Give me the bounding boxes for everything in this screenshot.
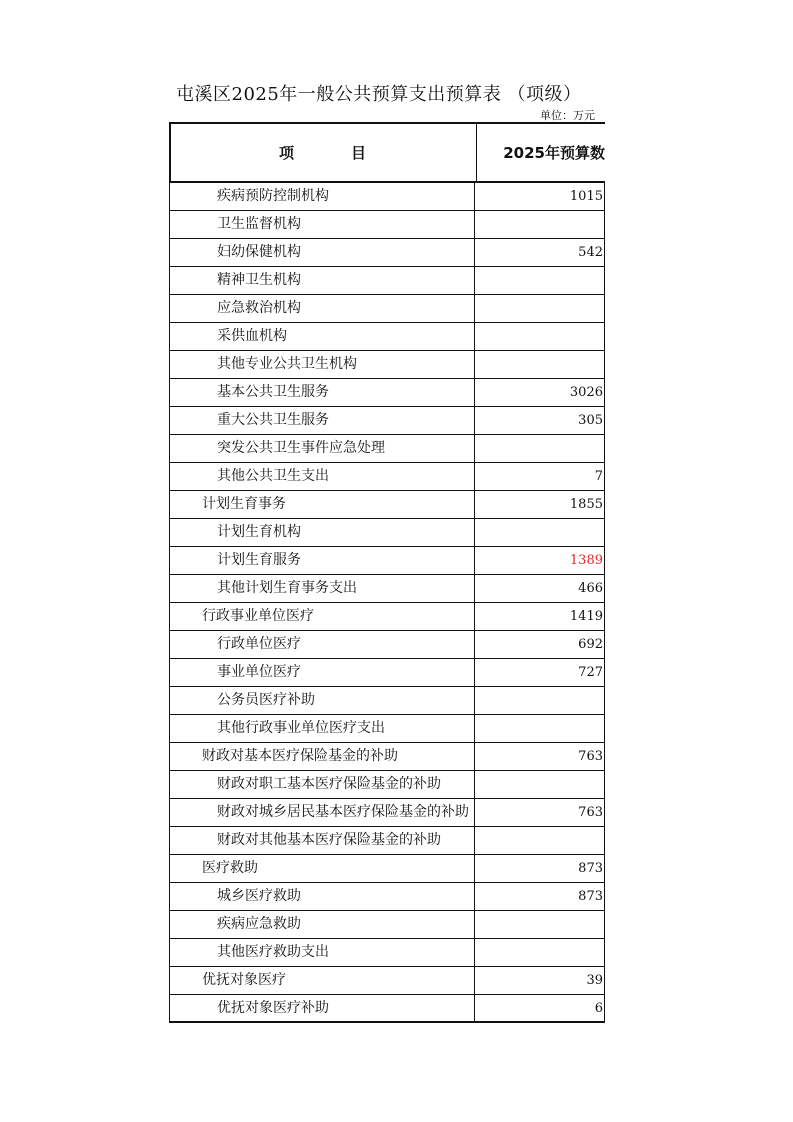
row-item-name: 财政对基本医疗保险基金的补助: [170, 743, 475, 770]
row-amount: 692: [475, 631, 605, 658]
row-item-name: 其他医疗救助支出: [170, 939, 475, 966]
table-row: [169, 491, 605, 519]
unit-label: 单位：万元: [540, 109, 595, 122]
row-amount: [475, 295, 605, 322]
row-item-name: 精神卫生机构: [170, 267, 475, 294]
table-row: [169, 743, 605, 771]
row-item-name: 城乡医疗救助: [170, 883, 475, 910]
row-amount: 1015: [475, 183, 605, 210]
table-row: [169, 687, 605, 715]
table-row: [169, 547, 605, 575]
table-row: [169, 267, 605, 295]
row-item-name: 财政对其他基本医疗保险基金的补助: [170, 827, 475, 854]
row-amount: 466: [475, 575, 605, 602]
row-amount: 873: [475, 855, 605, 882]
row-amount: [475, 267, 605, 294]
row-item-name: 卫生监督机构: [170, 211, 475, 238]
table-row: [169, 911, 605, 939]
row-item-name: 其他行政事业单位医疗支出: [170, 715, 475, 742]
table-row: [169, 575, 605, 603]
row-item-name: 应急救治机构: [170, 295, 475, 322]
row-amount: 873: [475, 883, 605, 910]
row-item-name: 公务员医疗补助: [170, 687, 475, 714]
row-item-name: 重大公共卫生服务: [170, 407, 475, 434]
row-item-name: 事业单位医疗: [170, 659, 475, 686]
page-title: 屯溪区2025年一般公共预算支出预算表 （项级）: [176, 84, 582, 105]
table-row: [169, 967, 605, 995]
row-item-name: 优抚对象医疗补助: [170, 995, 475, 1021]
row-amount: 39: [475, 967, 605, 994]
table-row: [169, 939, 605, 967]
row-item-name: 计划生育服务: [170, 547, 475, 574]
table-row: [169, 351, 605, 379]
row-item-name: 计划生育事务: [170, 491, 475, 518]
table-row: [169, 827, 605, 855]
row-item-name: 疾病应急救助: [170, 911, 475, 938]
row-amount: [475, 715, 605, 742]
table-row: [169, 603, 605, 631]
row-item-name: 疾病预防控制机构: [170, 183, 475, 210]
table-row: [169, 715, 605, 743]
table-row: [169, 463, 605, 491]
header-item-label-a: 项: [278, 144, 296, 162]
row-amount: [475, 939, 605, 966]
row-item-name: 突发公共卫生事件应急处理: [170, 435, 475, 462]
table-row: [169, 295, 605, 323]
table-row: [169, 519, 605, 547]
row-amount: [475, 911, 605, 938]
row-item-name: 基本公共卫生服务: [170, 379, 475, 406]
row-item-name: 妇幼保健机构: [170, 239, 475, 266]
header-item: [171, 124, 477, 181]
row-item-name: 行政事业单位医疗: [170, 603, 475, 630]
row-amount: 3026: [475, 379, 605, 406]
table-row: [169, 183, 605, 211]
table-body: [169, 183, 605, 1023]
row-amount: 1389: [475, 547, 605, 574]
row-amount: 763: [475, 799, 605, 826]
row-amount: [475, 351, 605, 378]
table-row: [169, 631, 605, 659]
table-row: [169, 799, 605, 827]
row-amount: [475, 323, 605, 350]
header-item-label-b: 目: [351, 144, 369, 162]
table-row: [169, 379, 605, 407]
row-item-name: 其他计划生育事务支出: [170, 575, 475, 602]
table-row: [169, 855, 605, 883]
row-item-name: 行政单位医疗: [170, 631, 475, 658]
row-amount: 1855: [475, 491, 605, 518]
row-item-name: 财政对城乡居民基本医疗保险基金的补助: [170, 799, 475, 826]
row-amount: [475, 519, 605, 546]
row-amount: 7: [475, 463, 605, 490]
row-amount: 305: [475, 407, 605, 434]
row-item-name: 其他公共卫生支出: [170, 463, 475, 490]
row-amount: [475, 687, 605, 714]
row-amount: [475, 435, 605, 462]
row-amount: [475, 771, 605, 798]
table-row: [169, 883, 605, 911]
row-amount: [475, 211, 605, 238]
table-row: [169, 211, 605, 239]
table-row: [169, 407, 605, 435]
header-amount: 2025年预算数: [503, 144, 605, 162]
table-row: [169, 771, 605, 799]
row-item-name: 计划生育机构: [170, 519, 475, 546]
table-header: [169, 122, 605, 183]
row-item-name: 优抚对象医疗: [170, 967, 475, 994]
row-item-name: 采供血机构: [170, 323, 475, 350]
row-amount: 1419: [475, 603, 605, 630]
row-amount: 542: [475, 239, 605, 266]
row-item-name: 其他专业公共卫生机构: [170, 351, 475, 378]
table-row: [169, 239, 605, 267]
table-row: [169, 659, 605, 687]
row-item-name: 医疗救助: [170, 855, 475, 882]
table-row: [169, 995, 605, 1023]
table-row: [169, 435, 605, 463]
row-amount: 763: [475, 743, 605, 770]
budget-table: [169, 122, 605, 1023]
row-amount: [475, 827, 605, 854]
row-amount: 727: [475, 659, 605, 686]
row-amount: 6: [475, 995, 605, 1021]
table-row: [169, 323, 605, 351]
row-item-name: 财政对职工基本医疗保险基金的补助: [170, 771, 475, 798]
